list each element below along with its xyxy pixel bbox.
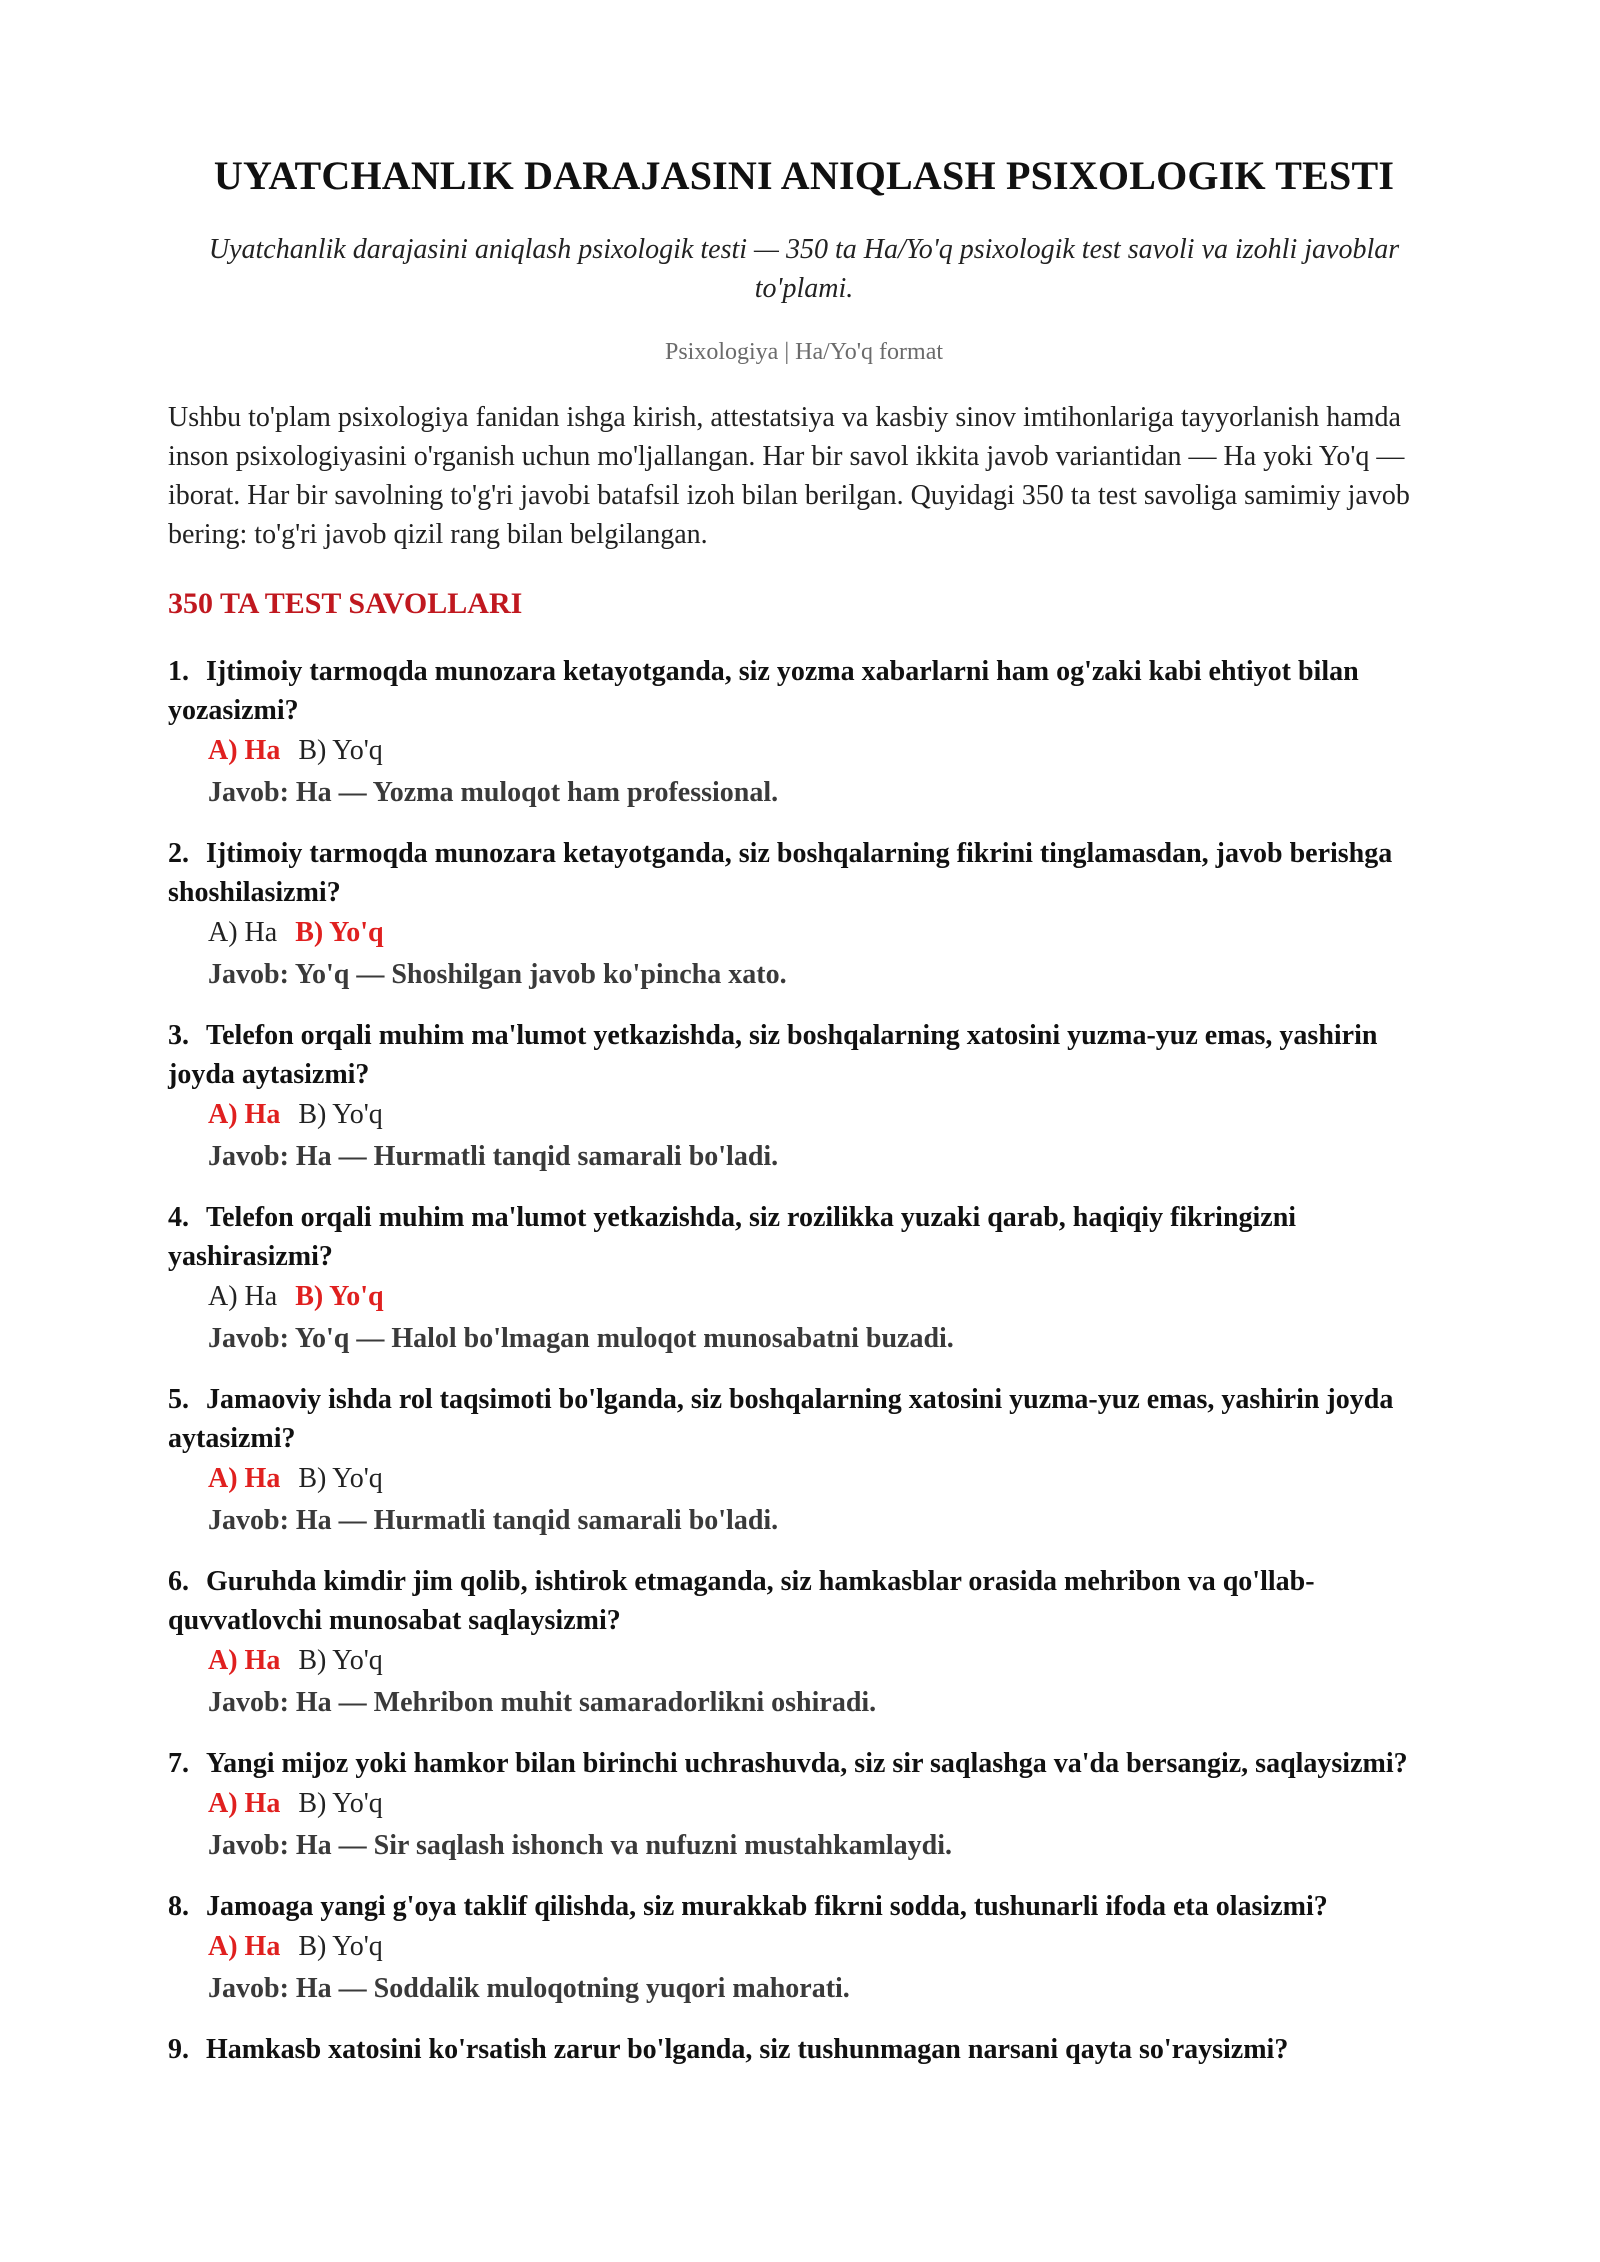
question-text xyxy=(168,1380,1440,1458)
question-item xyxy=(168,652,1440,814)
answer-explanation: Javob: Ha — Mehribon muhit samaradorlikni oshiradi. xyxy=(208,1687,877,1718)
question-body: Yangi mijoz yoki hamkor bilan birinchi uchrashuvda, siz sir saqlashga va'da bersangiz, saqlaysizmi? xyxy=(206,1748,1408,1779)
option-b: B) Yo'q xyxy=(298,1931,383,1962)
option-a: A) Ha xyxy=(208,1645,281,1676)
option-b: B) Yo'q xyxy=(298,1463,383,1494)
question-body: Jamaoviy ishda rol taqsimoti bo'lganda, siz boshqalarning xatosini yuzma-yuz emas, yashirin joyda aytasizmi? xyxy=(168,1384,1394,1454)
question-item xyxy=(168,1562,1440,1724)
question-number: 9. xyxy=(168,2034,189,2065)
question-text xyxy=(168,1562,1440,1640)
page-subtitle: Uyatchanlik darajasini aniqlash psixologik testi — 350 ta Ha/Yo'q psixologik test savoli va izohli javoblar to'plami. xyxy=(208,234,1400,304)
answer-options xyxy=(208,1094,1440,1136)
answer-options xyxy=(208,1640,1440,1682)
intro-paragraph: Ushbu to'plam psixologiya fanidan ishga kirish, attestatsiya va kasbiy sinov imtihonlariga tayyorlanish hamda inson psixologiyasini o'rganish uchun mo'ljallangan. Har bir savol ikkita javob variantidan — Ha yoki Yo'q — iborat. Har bir savolning to'g'ri javobi batafsil izoh bilan berilgan. Quyidagi 350 ta test savoliga samimiy javob bering: to'g'ri javob qizil rang bilan belgilangan. xyxy=(168,402,1410,550)
question-body: Hamkasb xatosini ko'rsatish zarur bo'lganda, siz tushunmagan narsani qayta so'raysizmi? xyxy=(206,2034,1289,2065)
option-a: A) Ha xyxy=(208,1281,278,1312)
option-a: A) Ha xyxy=(208,1788,281,1819)
option-a: A) Ha xyxy=(208,1099,281,1130)
answer-explanation: Javob: Ha — Sir saqlash ishonch va nufuzni mustahkamlaydi. xyxy=(208,1830,953,1861)
page-title: UYATCHANLIK DARAJASINI ANIQLASH PSIXOLOGIK TESTI xyxy=(213,153,1395,198)
question-body: Guruhda kimdir jim qolib, ishtirok etmaganda, siz hamkasblar orasida mehribon va qo'llab-quvvatlovchi munosabat saqlaysizmi? xyxy=(168,1566,1315,1636)
question-list xyxy=(168,652,1440,2069)
question-number: 4. xyxy=(168,1202,189,1233)
section-heading: 350 TA TEST SAVOLLARI xyxy=(168,587,523,620)
question-text xyxy=(168,2030,1440,2069)
answer-options xyxy=(208,1458,1440,1500)
option-b: B) Yo'q xyxy=(295,917,384,948)
answer-explanation: Javob: Ha — Yozma muloqot ham professional. xyxy=(208,777,779,808)
option-b: B) Yo'q xyxy=(298,1788,383,1819)
question-number: 1. xyxy=(168,656,189,687)
option-a: A) Ha xyxy=(208,1931,281,1962)
category-meta: Psixologiya | Ha/Yo'q format xyxy=(664,339,944,365)
answer-options xyxy=(208,1926,1440,1968)
question-text xyxy=(168,1744,1440,1783)
question-number: 7. xyxy=(168,1748,189,1779)
answer-options xyxy=(208,1276,1440,1318)
question-text xyxy=(168,1016,1440,1094)
answer-options xyxy=(208,1783,1440,1825)
question-item xyxy=(168,1887,1440,2010)
question-item xyxy=(168,1744,1440,1867)
answer-explanation: Javob: Ha — Hurmatli tanqid samarali bo'ladi. xyxy=(208,1505,779,1536)
option-b: B) Yo'q xyxy=(295,1281,384,1312)
option-b: B) Yo'q xyxy=(298,1645,383,1676)
question-number: 3. xyxy=(168,1020,189,1051)
question-item xyxy=(168,1198,1440,1360)
question-text xyxy=(168,834,1440,912)
answer-explanation: Javob: Ha — Soddalik muloqotning yuqori mahorati. xyxy=(208,1973,850,2004)
question-text xyxy=(168,652,1440,730)
option-b: B) Yo'q xyxy=(298,735,383,766)
question-item xyxy=(168,1380,1440,1542)
question-text xyxy=(168,1198,1440,1276)
option-a: A) Ha xyxy=(208,735,281,766)
question-item xyxy=(168,1016,1440,1178)
question-number: 2. xyxy=(168,838,189,869)
answer-explanation: Javob: Ha — Hurmatli tanqid samarali bo'ladi. xyxy=(208,1141,779,1172)
option-b: B) Yo'q xyxy=(298,1099,383,1130)
answer-options xyxy=(208,730,1440,772)
answer-explanation: Javob: Yo'q — Halol bo'lmagan muloqot munosabatni buzadi. xyxy=(208,1323,954,1354)
answer-explanation: Javob: Yo'q — Shoshilgan javob ko'pincha xato. xyxy=(208,959,787,990)
question-body: Ijtimoiy tarmoqda munozara ketayotganda, siz boshqalarning fikrini tinglamasdan, javob berishga shoshilasizmi? xyxy=(168,838,1393,908)
answer-options xyxy=(208,912,1440,954)
option-a: A) Ha xyxy=(208,917,278,948)
question-number: 5. xyxy=(168,1384,189,1415)
question-body: Ijtimoiy tarmoqda munozara ketayotganda, siz yozma xabarlarni ham og'zaki kabi ehtiyot bilan yozasizmi? xyxy=(168,656,1359,726)
document-page xyxy=(168,0,1440,2089)
question-body: Telefon orqali muhim ma'lumot yetkazishda, siz rozilikka yuzaki qarab, haqiqiy fikringizni yashirasizmi? xyxy=(168,1202,1297,1272)
question-text xyxy=(168,1887,1440,1926)
question-number: 6. xyxy=(168,1566,189,1597)
option-a: A) Ha xyxy=(208,1463,281,1494)
question-item xyxy=(168,834,1440,996)
question-item xyxy=(168,2030,1440,2069)
question-number: 8. xyxy=(168,1891,189,1922)
question-body: Telefon orqali muhim ma'lumot yetkazishda, siz boshqalarning xatosini yuzma-yuz emas, yashirin joyda aytasizmi? xyxy=(168,1020,1378,1090)
question-body: Jamoaga yangi g'oya taklif qilishda, siz murakkab fikrni sodda, tushunarli ifoda eta olasizmi? xyxy=(206,1891,1328,1922)
